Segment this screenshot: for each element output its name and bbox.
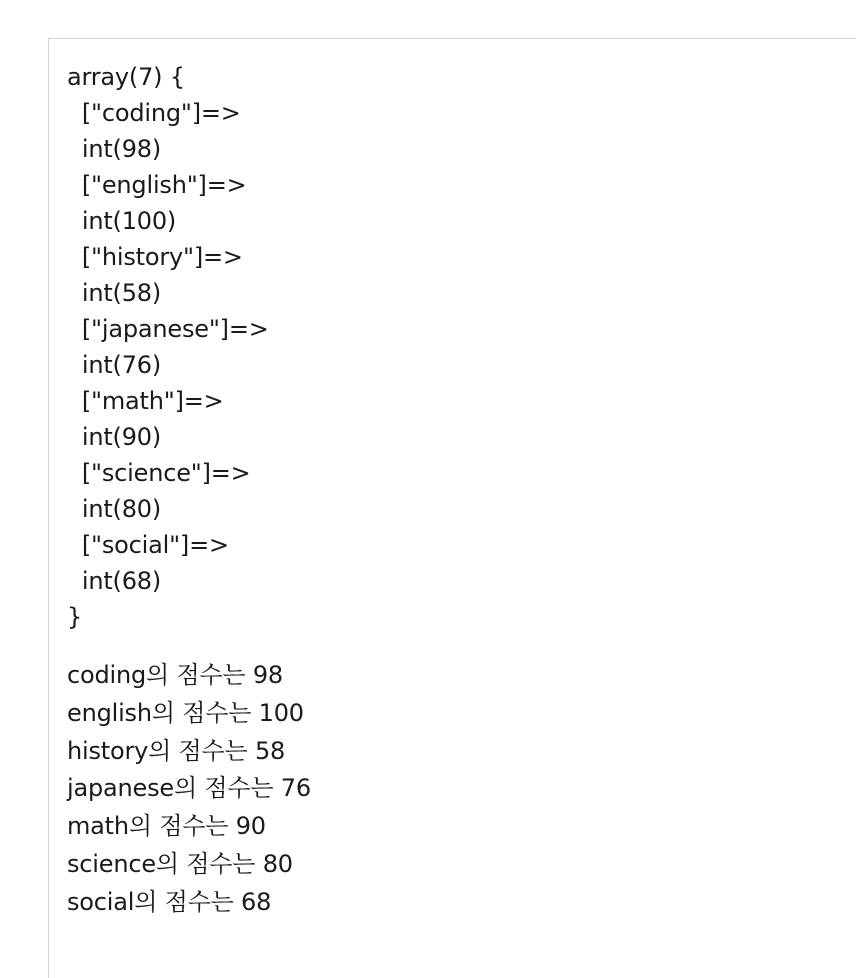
score-line: history의 점수는 58 bbox=[67, 736, 286, 765]
score-list bbox=[67, 657, 311, 922]
dump-line: } bbox=[67, 603, 83, 631]
score-line: japanese의 점수는 76 bbox=[67, 774, 311, 803]
score-line: english의 점수는 100 bbox=[67, 698, 304, 727]
dump-line: int(100) bbox=[67, 207, 177, 235]
dump-line: ["science"]=> bbox=[67, 459, 251, 487]
dump-line: int(76) bbox=[67, 351, 162, 379]
dump-line: int(58) bbox=[67, 279, 162, 307]
var-dump-output bbox=[67, 59, 269, 635]
dump-line: ["english"]=> bbox=[67, 171, 247, 199]
dump-line: int(80) bbox=[67, 495, 162, 523]
dump-line: ["social"]=> bbox=[67, 531, 229, 559]
score-line: coding의 점수는 98 bbox=[67, 661, 283, 689]
dump-line: array(7) { bbox=[67, 63, 185, 91]
dump-line: ["history"]=> bbox=[67, 243, 243, 271]
dump-line: int(68) bbox=[67, 567, 162, 595]
score-line: math의 점수는 90 bbox=[67, 812, 266, 841]
dump-line: ["japanese"]=> bbox=[67, 315, 269, 343]
output-panel bbox=[48, 38, 856, 978]
dump-line: int(98) bbox=[67, 135, 162, 163]
dump-line: int(90) bbox=[67, 423, 162, 451]
score-line: science의 점수는 80 bbox=[67, 849, 293, 878]
score-line: social의 점수는 68 bbox=[67, 887, 272, 916]
dump-line: ["math"]=> bbox=[67, 387, 224, 415]
dump-line: ["coding"]=> bbox=[67, 99, 241, 127]
